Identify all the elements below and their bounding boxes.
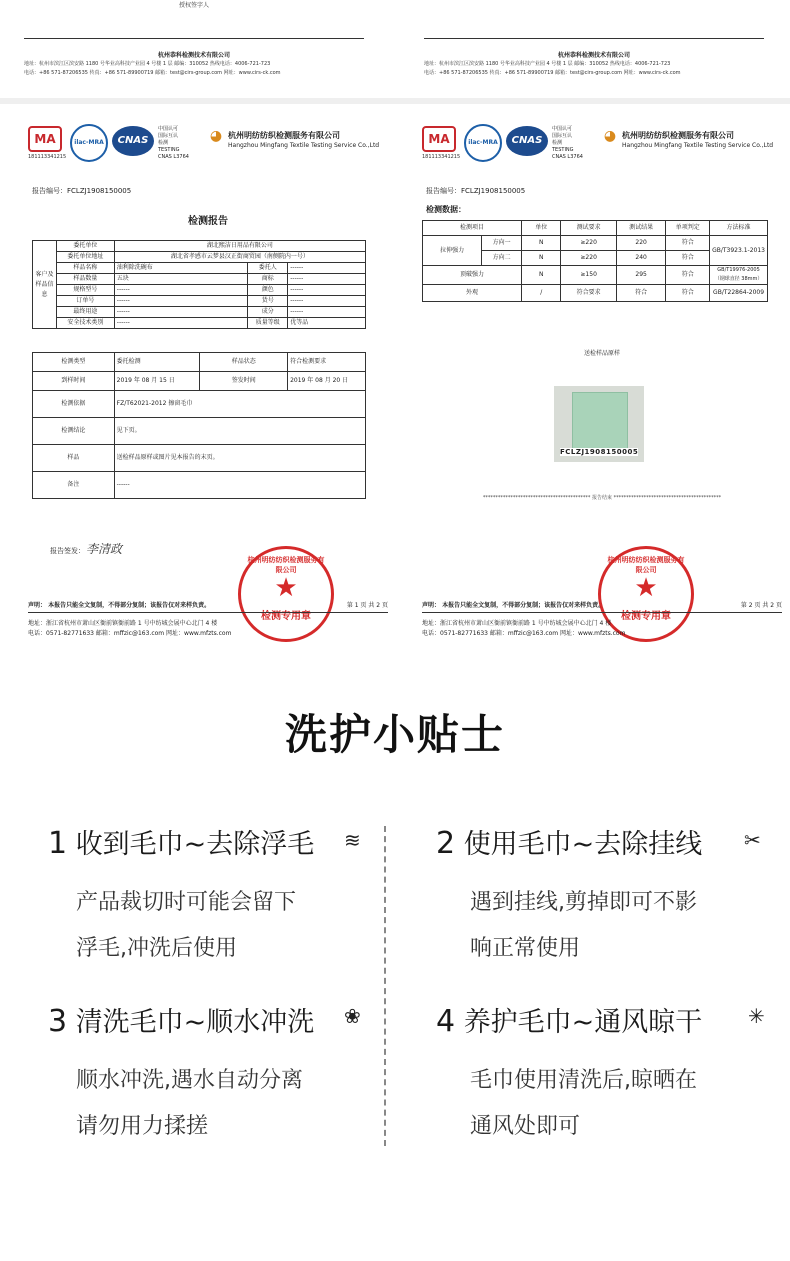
cell-value: ------ xyxy=(288,285,366,296)
tip-line: 毛巾使用清洗后,晾晒在 xyxy=(470,1068,697,1093)
column-header: 测试要求 xyxy=(561,221,616,236)
cell-label: 拉伸强力 xyxy=(423,236,482,266)
cell-label: 检测类型 xyxy=(33,353,115,372)
cell-value: 送检样品原样或图片见本报告的末页。 xyxy=(114,445,365,472)
table-row xyxy=(33,296,366,307)
cell-label: 样品状态 xyxy=(200,353,288,372)
stamp-ring-text: 杭州明纺纺织检测服务有限公司 xyxy=(247,556,325,574)
column-header: 检测项目 xyxy=(423,221,522,236)
cell-label: 质量等级 xyxy=(248,318,288,329)
cell-value: FZ/T62021-2012 擦窗毛巾 xyxy=(114,391,365,418)
method-standard: GB/T19976-2005 xyxy=(717,267,760,273)
cnas-text-line: 检测 xyxy=(552,140,563,146)
cell-label: 规格型号 xyxy=(56,285,114,296)
cnas-text-line: 中国认可 xyxy=(158,126,179,132)
strip-company: 杭州恭科检测技术有限公司 xyxy=(157,52,230,59)
strip-line: 电话：+86 571-87206535 传真：+86 571-89900719 邮箱：test@cirs-group.com 网址：www.cirs-ck.com xyxy=(24,70,281,76)
table-row xyxy=(33,241,366,252)
ma-logo: MA xyxy=(28,126,62,152)
strip-left xyxy=(24,0,364,100)
footer-address: 地址：浙江省杭州市萧山区衙前镇衙前路 1 号中纺城会展中心北门 4 楼 xyxy=(28,620,218,627)
footer-contact: 电话：0571-82771633 邮箱：mffzic@163.com 网址：www.mfzts.com xyxy=(422,630,626,637)
official-stamp xyxy=(238,546,334,642)
tip-line: 产品裁切时可能会留下 xyxy=(76,890,297,915)
cell-value: 优等品 xyxy=(288,318,366,329)
cnas-text xyxy=(158,126,189,161)
cell-label: 颜色 xyxy=(248,285,288,296)
tip-line: 响正常使用 xyxy=(470,936,581,961)
cell-label: 方向一 xyxy=(482,236,522,251)
cnas-text-line: CNAS L3764 xyxy=(552,154,583,160)
cell-value: 湖北省孝感市云梦县汉正街商贸园（南侧院内一号） xyxy=(114,252,365,263)
cell-label: 委托单位 xyxy=(56,241,114,252)
cell-label: 样品名称 xyxy=(56,263,114,274)
report-info-table xyxy=(32,240,366,329)
cell-value: 油利除洗碗布 xyxy=(114,263,248,274)
cell-value: 符合 xyxy=(666,251,710,266)
photo-caption: 送检样品原样 xyxy=(583,350,620,357)
company-name-en: Hangzhou Mingfang Textile Testing Service Co.,Ltd xyxy=(228,142,380,149)
cell-value: 2019 年 08 月 20 日 xyxy=(288,372,366,391)
column-header: 方法标准 xyxy=(710,221,768,236)
cell-label: 检测结论 xyxy=(33,418,115,445)
strip-line: 地址：杭州市滨江区滨安路 1180 号华业高科技产业园 4 号楼 1 层 邮编：310052 热线电话：4006-721-723 xyxy=(424,61,671,67)
cell-value: ≥220 xyxy=(561,236,616,251)
table-row xyxy=(33,252,366,263)
tip-1-body xyxy=(76,880,296,972)
cell-value: / xyxy=(521,285,561,302)
cell-value: 2019 年 08 月 15 日 xyxy=(114,372,200,391)
cell-value: GB/T22864-2009 xyxy=(710,285,768,302)
tip-line: 通风处即可 xyxy=(470,1114,581,1139)
sample-photo xyxy=(554,386,644,462)
footer-rule xyxy=(422,612,782,613)
cell-value: ------ xyxy=(114,318,248,329)
cell-value: 符合要求 xyxy=(561,285,616,302)
cell-label: 安全技术类别 xyxy=(56,318,114,329)
cell-value: N xyxy=(521,236,561,251)
signature: 李清政 xyxy=(86,542,123,556)
table-row xyxy=(33,274,366,285)
cell-label: 外观 xyxy=(423,285,522,302)
report-header xyxy=(422,122,782,168)
cell-label: 商标 xyxy=(248,274,288,285)
cell-value: 见下页。 xyxy=(114,418,365,445)
cell-label: 最终用途 xyxy=(56,307,114,318)
signer-label: 报告签发： xyxy=(50,547,85,555)
company-name-en: Hangzhou Mingfang Textile Testing Service Co.,Ltd xyxy=(622,142,774,149)
star-icon: ★ xyxy=(634,573,658,603)
report-page-1 xyxy=(28,104,388,664)
cell-label: 委托人 xyxy=(248,263,288,274)
cnas-logo: CNAS xyxy=(112,126,154,156)
cell-value: 符合检测要求 xyxy=(288,353,366,372)
report-end-line: ******************************************* 报告结束 ******************************************* xyxy=(482,495,722,501)
cell-value: 240 xyxy=(616,251,666,266)
strip-line: 电话：+86 571-87206535 传真：+86 571-89900719 邮箱：test@cirs-group.com 网址：www.cirs-ck.com xyxy=(424,70,681,76)
table-row xyxy=(423,236,768,251)
table-row xyxy=(33,353,366,372)
cnas-text-line: 国际互认 xyxy=(552,133,573,139)
cell-value: ------ xyxy=(114,285,248,296)
cell-value: 符合 xyxy=(616,285,666,302)
stamp-label: 检测专用章 xyxy=(621,611,671,622)
cell-value: 委托检测 xyxy=(114,353,200,372)
mingfang-logo-icon: ◕ xyxy=(603,128,617,144)
cell-value xyxy=(710,266,768,285)
report-number: 报告编号：FCLZJ1908150005 xyxy=(426,187,526,195)
star-icon: ★ xyxy=(274,573,298,603)
footer-address: 地址：浙江省杭州市萧山区衙前镇衙前路 1 号中纺城会展中心北门 4 楼 xyxy=(422,620,612,627)
cnas-text-line: 检测 xyxy=(158,140,169,146)
bubbles-icon: ❀ xyxy=(344,1004,361,1028)
tip-line: 请勿用力揉搓 xyxy=(76,1114,209,1139)
tip-number: 2 xyxy=(436,826,456,861)
table-row xyxy=(33,285,366,296)
tip-1-title xyxy=(48,822,314,861)
cell-value: ------ xyxy=(288,274,366,285)
cell-value: 符合 xyxy=(666,236,710,251)
cell-label: 货号 xyxy=(248,296,288,307)
table-row xyxy=(33,318,366,329)
cnas-text-line: TESTING xyxy=(158,147,180,153)
report-test-table xyxy=(32,352,366,499)
footer-rule xyxy=(28,612,388,613)
table-row xyxy=(33,391,366,418)
tip-4-body xyxy=(470,1058,697,1150)
tip-title-text: 使用毛巾~去除挂线 xyxy=(463,829,703,860)
cell-label: 签发时间 xyxy=(200,372,288,391)
tip-line: 遇到挂线,剪掉即可不影 xyxy=(470,890,697,915)
ma-number: 181113341215 xyxy=(422,154,461,160)
column-header: 测试结果 xyxy=(616,221,666,236)
tip-number: 4 xyxy=(436,1004,456,1039)
table-row xyxy=(33,263,366,274)
tip-4-title xyxy=(436,1000,702,1039)
cnas-text-line: CNAS L3764 xyxy=(158,154,189,160)
tip-3-body xyxy=(76,1058,303,1150)
company-name: 杭州明纺纺织检测服务有限公司 xyxy=(228,131,340,140)
tip-title-text: 养护毛巾~通风晾干 xyxy=(463,1007,703,1038)
tip-line: 顺水冲洗,遇水自动分离 xyxy=(76,1068,303,1093)
company-name: 杭州明纺纺织检测服务有限公司 xyxy=(622,131,734,140)
cnas-text-line: 中国认可 xyxy=(552,126,573,132)
column-header: 单项判定 xyxy=(666,221,710,236)
cnas-text-line: TESTING xyxy=(552,147,574,153)
sample-label: FCLZJ1908150005 xyxy=(560,448,639,456)
mingfang-logo-icon: ◕ xyxy=(209,128,223,144)
table-row xyxy=(33,472,366,499)
cnas-text-line: 国际互认 xyxy=(158,133,179,139)
cell-label: 样品 xyxy=(33,445,115,472)
cell-label: 订单号 xyxy=(56,296,114,307)
cell-value: ------ xyxy=(288,296,366,307)
cell-value: 湖北熙洁日用品有限公司 xyxy=(114,241,365,252)
stamp-label: 检测专用章 xyxy=(261,611,311,622)
method-note: （钢球直径 38mm） xyxy=(714,276,763,282)
cell-value: ≥220 xyxy=(561,251,616,266)
table-row xyxy=(33,445,366,472)
cell-value: ------ xyxy=(288,307,366,318)
footer-contact: 电话：0571-82771633 邮箱：mffzic@163.com 网址：www.mfzts.com xyxy=(28,630,232,637)
ma-number: 181113341215 xyxy=(28,154,67,160)
cell-value: ------ xyxy=(114,296,248,307)
ilac-logo: ilac-MRA xyxy=(464,124,502,162)
side-label: 客户及样品信息 xyxy=(33,241,57,329)
page-number: 第 1 页 共 2 页 xyxy=(346,602,388,609)
column-divider xyxy=(384,826,386,1146)
tip-line: 浮毛,冲洗后使用 xyxy=(76,936,237,961)
cell-value: ------ xyxy=(288,263,366,274)
cell-value: 五块 xyxy=(114,274,248,285)
cell-label: 顶破强力 xyxy=(423,266,522,285)
tip-2-title xyxy=(436,822,702,861)
table-header-row xyxy=(423,221,768,236)
top-strip xyxy=(0,0,790,100)
towel-image xyxy=(572,392,628,452)
sun-icon: ✳ xyxy=(748,1004,765,1028)
cell-value: ------ xyxy=(114,472,365,499)
cell-value: ≥150 xyxy=(561,266,616,285)
tip-title-text: 清洗毛巾~顺水冲洗 xyxy=(75,1007,315,1038)
table-row xyxy=(33,418,366,445)
declaration: 声明： 本报告只能全文复制，不得部分复制；该报告仅对来样负责。 xyxy=(28,602,211,609)
stamp-ring-text: 杭州明纺纺织检测服务有限公司 xyxy=(607,556,685,574)
cnas-logo: CNAS xyxy=(506,126,548,156)
report-page-2 xyxy=(422,104,782,664)
cell-label: 样品数量 xyxy=(56,274,114,285)
cell-label: 方向二 xyxy=(482,251,522,266)
water-wave-icon: ≋ xyxy=(344,828,361,852)
cell-value: ------ xyxy=(114,307,248,318)
cell-label: 成分 xyxy=(248,307,288,318)
report-number: 报告编号：FCLZJ1908150005 xyxy=(32,187,132,195)
tip-title-text: 收到毛巾~去除浮毛 xyxy=(75,829,315,860)
cell-value: N xyxy=(521,266,561,285)
ma-logo: MA xyxy=(422,126,456,152)
column-header: 单位 xyxy=(521,221,561,236)
page-number: 第 2 页 共 2 页 xyxy=(740,602,782,609)
cell-value: 符合 xyxy=(666,266,710,285)
strip-company: 杭州恭科检测技术有限公司 xyxy=(557,52,630,59)
table-row xyxy=(33,307,366,318)
cell-value: 220 xyxy=(616,236,666,251)
cell-label: 备注 xyxy=(33,472,115,499)
strip-caption: 授权签字人 xyxy=(178,2,209,9)
ilac-logo: ilac-MRA xyxy=(70,124,108,162)
cnas-text xyxy=(552,126,583,161)
test-data-table xyxy=(422,220,768,302)
scissors-icon: ✂ xyxy=(744,828,761,852)
cell-value: N xyxy=(521,251,561,266)
cell-value: 295 xyxy=(616,266,666,285)
table-row xyxy=(423,285,768,302)
cell-value: 符合 xyxy=(666,285,710,302)
declaration: 声明： 本报告只能全文复制，不得部分复制；该报告仅对来样负责。 xyxy=(422,602,605,609)
cell-value: GB/T3923.1-2013 xyxy=(710,236,768,266)
tip-3-title xyxy=(48,1000,314,1039)
report-title: 检测报告 xyxy=(188,216,228,227)
cell-label: 检测依据 xyxy=(33,391,115,418)
cell-label: 委托单位地址 xyxy=(56,252,114,263)
strip-rule xyxy=(424,38,764,39)
report-header xyxy=(28,122,388,168)
tip-2-body xyxy=(470,880,697,972)
data-title: 检测数据： xyxy=(426,205,466,214)
strip-rule xyxy=(24,38,364,39)
strip-line: 地址：杭州市滨江区滨安路 1180 号华业高科技产业园 4 号楼 1 层 邮编：310052 热线电话：4006-721-723 xyxy=(24,61,271,67)
cell-label: 到样时间 xyxy=(33,372,115,391)
table-row xyxy=(423,266,768,285)
care-title: 洗护小贴士 xyxy=(284,710,505,759)
table-row xyxy=(33,372,366,391)
tip-number: 1 xyxy=(48,826,68,861)
strip-right xyxy=(424,0,764,100)
tip-number: 3 xyxy=(48,1004,68,1039)
